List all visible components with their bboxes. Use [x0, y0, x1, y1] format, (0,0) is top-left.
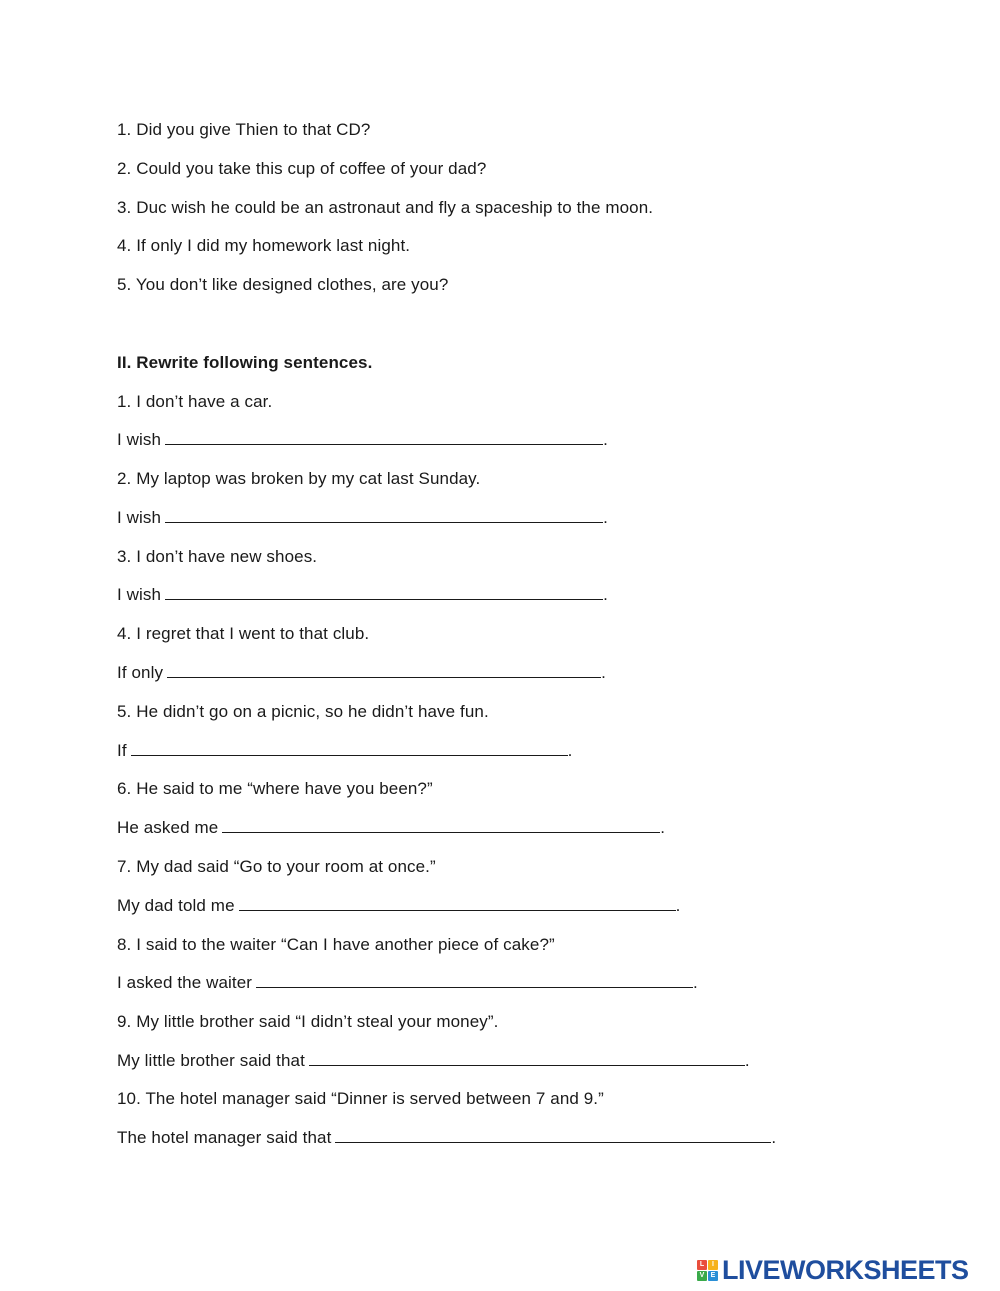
answer-lead: My little brother said that: [117, 1051, 305, 1070]
logo-mark-icon: [697, 1260, 718, 1281]
rewrite-answer-1: [117, 430, 608, 450]
answer-blank[interactable]: [167, 663, 601, 678]
answer-end: .: [744, 1051, 750, 1070]
answer-lead: If only: [117, 663, 164, 682]
answer-lead: I asked the waiter: [117, 973, 253, 992]
rewrite-prompt-8: 8. I said to the waiter “Can I have another piece of cake?”: [117, 935, 555, 954]
rewrite-answer-2: [117, 508, 608, 528]
answer-lead: If: [117, 741, 127, 760]
answer-end: .: [603, 508, 608, 527]
answer-end: .: [771, 1128, 777, 1147]
error-item-4: 4. If only I did my homework last night.: [117, 236, 411, 255]
answer-blank[interactable]: [165, 585, 603, 600]
error-item-2: 2. Could you take this cup of coffee of your dad?: [117, 159, 487, 178]
answer-lead: The hotel manager said that: [117, 1128, 332, 1147]
rewrite-answer-9: [117, 1051, 750, 1071]
rewrite-prompt-3: 3. I don’t have new shoes.: [117, 547, 318, 566]
section-title: II. Rewrite following sentences.: [117, 353, 373, 372]
answer-blank[interactable]: [165, 508, 603, 523]
answer-end: .: [693, 973, 698, 992]
rewrite-prompt-1: 1. I don’t have a car.: [117, 392, 273, 411]
logo-text: LIVEWORKSHEETS: [722, 1254, 969, 1285]
rewrite-answer-10: [117, 1128, 776, 1148]
liveworksheets-logo: [697, 1255, 969, 1285]
rewrite-prompt-7: 7. My dad said “Go to your room at once.”: [117, 857, 436, 876]
answer-blank[interactable]: [165, 430, 603, 445]
answer-blank[interactable]: [239, 896, 676, 911]
rewrite-prompt-2: 2. My laptop was broken by my cat last Sunday.: [117, 469, 481, 488]
answer-blank[interactable]: [309, 1051, 745, 1066]
answer-lead: I wish: [117, 430, 162, 449]
rewrite-answer-7: [117, 896, 680, 916]
rewrite-prompt-6: 6. He said to me “where have you been?”: [117, 779, 433, 798]
answer-lead: He asked me: [117, 818, 219, 837]
answer-end: .: [660, 818, 666, 837]
answer-lead: I wish: [117, 585, 162, 604]
answer-end: .: [567, 741, 573, 760]
rewrite-answer-6: [117, 818, 665, 838]
logo-mark-letter: L: [697, 1260, 707, 1270]
answer-blank[interactable]: [335, 1128, 771, 1143]
rewrite-answer-3: [117, 585, 608, 605]
rewrite-prompt-10: 10. The hotel manager said “Dinner is served between 7 and 9.”: [117, 1089, 604, 1108]
answer-end: .: [601, 663, 606, 682]
error-item-5: 5. You don’t like designed clothes, are you?: [117, 275, 449, 294]
rewrite-answer-5: [117, 741, 572, 761]
answer-end: .: [603, 585, 608, 604]
logo-mark-letter: E: [708, 1271, 718, 1281]
answer-blank[interactable]: [131, 741, 568, 756]
error-item-1: 1. Did you give Thien to that CD?: [117, 120, 371, 139]
rewrite-prompt-5: 5. He didn’t go on a picnic, so he didn’t have fun.: [117, 702, 489, 721]
logo-mark-letter: V: [697, 1271, 707, 1281]
logo-mark-letter: I: [708, 1260, 718, 1270]
rewrite-prompt-9: 9. My little brother said “I didn’t steal your money”.: [117, 1012, 499, 1031]
answer-end: .: [603, 430, 608, 449]
answer-lead: My dad told me: [117, 896, 235, 915]
rewrite-prompt-4: 4. I regret that I went to that club.: [117, 624, 370, 643]
rewrite-answer-8: [117, 973, 698, 993]
answer-end: .: [675, 896, 681, 915]
answer-blank[interactable]: [256, 973, 693, 988]
answer-lead: I wish: [117, 508, 162, 527]
error-item-3: 3. Duc wish he could be an astronaut and fly a spaceship to the moon.: [117, 198, 654, 217]
rewrite-answer-4: [117, 663, 606, 683]
answer-blank[interactable]: [222, 818, 660, 833]
